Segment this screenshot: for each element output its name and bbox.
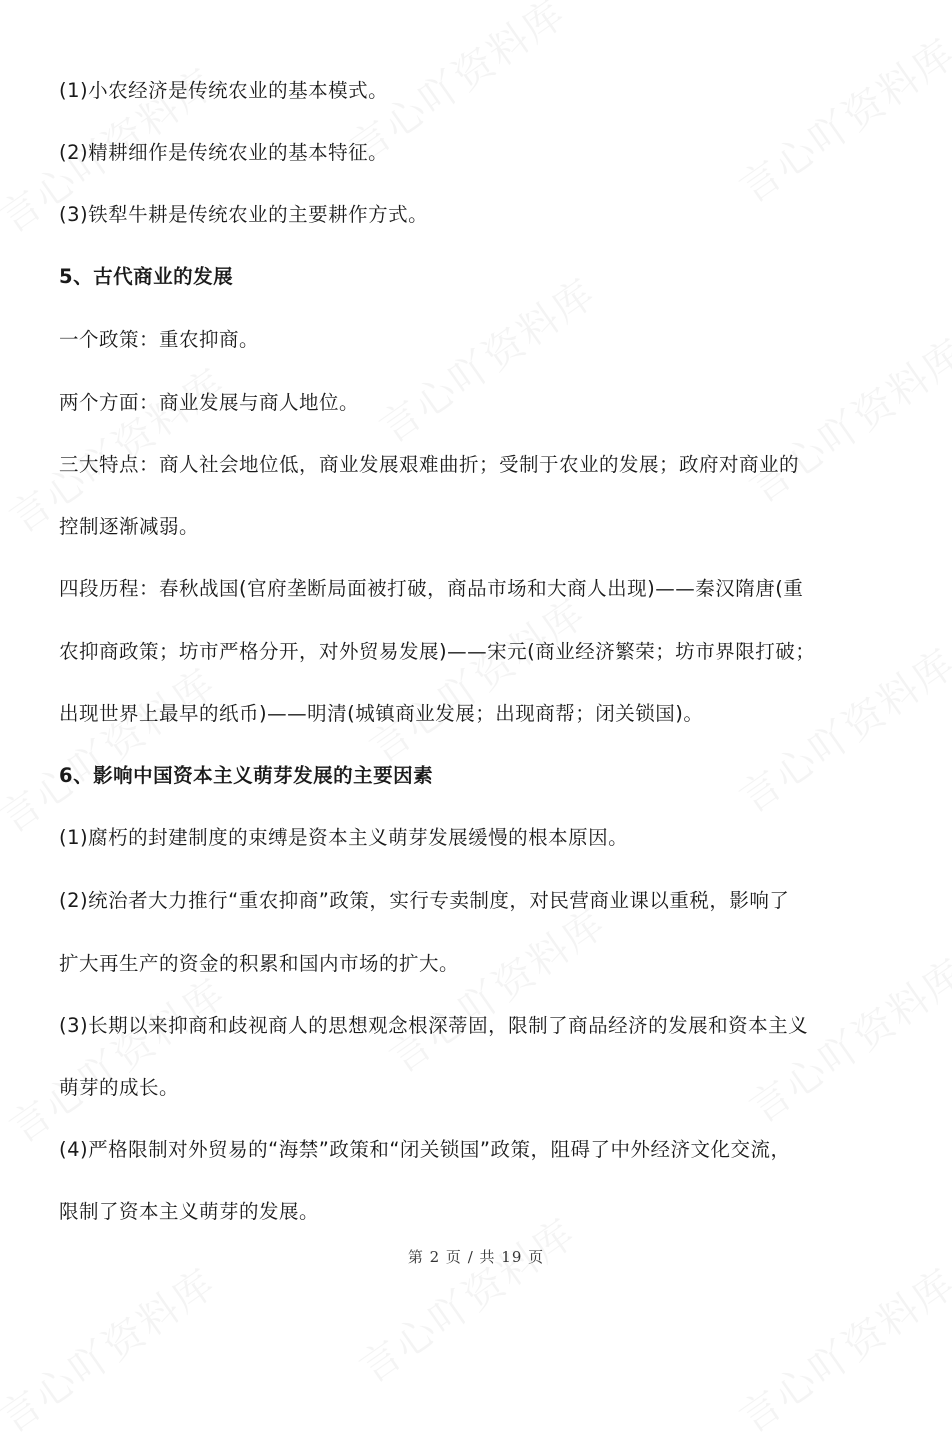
watermark-text — [726, 1253, 952, 1444]
paragraph-two-aspects: 两个方面：商业发展与商人地位。 — [59, 391, 360, 414]
paragraph-four-stages-cont-2: 出现世界上最早的纸币)——明清(城镇商业发展；出现商帮；闭关锁国)。 — [59, 702, 704, 725]
factor-item-2-cont: 扩大再生产的资金的积累和国内市场的扩大。 — [59, 952, 460, 975]
page-number-footer: 第 2 页 / 共 19 页 — [407, 1248, 545, 1266]
watermark-text — [0, 963, 236, 1154]
paragraph-four-stages: 四段历程：春秋战国(官府垄断局面被打破，商品市场和大商人出现)——秦汉隋唐(重 — [59, 577, 804, 600]
factor-item-3: (3)长期以来抑商和歧视商人的思想观念根深蒂固，限制了商品经济的发展和资本主义 — [59, 1014, 809, 1037]
factor-item-4: (4)严格限制对外贸易的“海禁”政策和“闭关锁国”政策，阻碍了中外经济文化交流， — [59, 1138, 791, 1161]
factor-item-3-cont: 萌芽的成长。 — [59, 1076, 180, 1099]
watermark-text — [736, 323, 952, 514]
paragraph-one-policy: 一个政策：重农抑商。 — [59, 328, 260, 351]
factor-item-1: (1)腐朽的封建制度的束缚是资本主义萌芽发展缓慢的根本原因。 — [59, 826, 629, 849]
paragraph-four-stages-cont-1: 农抑商政策；坊市严格分开，对外贸易发展)——宋元(商业经济繁荣；坊市界限打破； — [59, 640, 816, 663]
list-item-1: (1)小农经济是传统农业的基本模式。 — [59, 79, 389, 102]
section-heading-6: 6、影响中国资本主义萌芽发展的主要因素 — [59, 764, 434, 787]
watermark-text — [0, 653, 226, 844]
list-item-3: (3)铁犁牛耕是传统农业的主要耕作方式。 — [59, 203, 429, 226]
watermark-text — [0, 1253, 226, 1444]
watermark-text — [376, 893, 615, 1084]
watermark-text — [346, 1203, 585, 1394]
watermark-text — [726, 23, 952, 214]
section-heading-5: 5、古代商业的发展 — [59, 265, 234, 288]
paragraph-three-features-cont: 控制逐渐减弱。 — [59, 515, 200, 538]
factor-item-2: (2)统治者大力推行“重农抑商”政策，实行专卖制度，对民营商业课以重税，影响了 — [59, 889, 790, 912]
paragraph-three-features: 三大特点：商人社会地位低，商业发展艰难曲折；受制于农业的发展；政府对商业的 — [59, 453, 800, 476]
factor-item-4-cont: 限制了资本主义萌芽的发展。 — [59, 1200, 320, 1223]
watermark-text — [356, 583, 595, 774]
list-item-2: (2)精耕细作是传统农业的基本特征。 — [59, 141, 389, 164]
watermark-text — [366, 263, 605, 454]
